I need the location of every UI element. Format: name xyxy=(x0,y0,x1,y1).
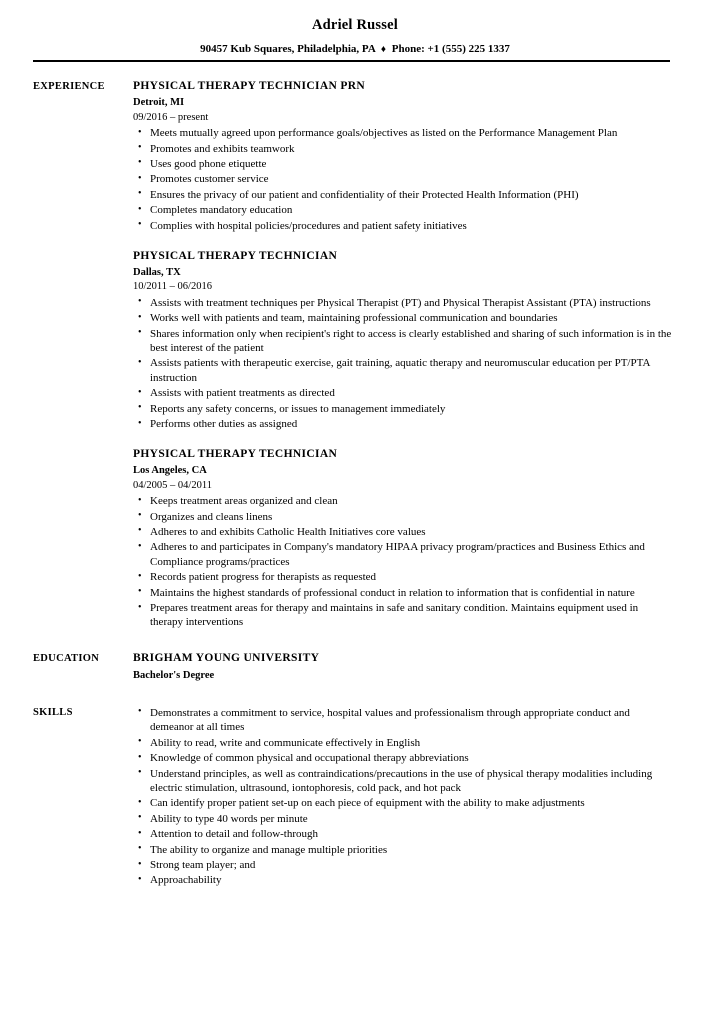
list-item: • Approachability xyxy=(133,873,672,887)
skills-list xyxy=(133,706,672,888)
education-degree: Bachelor's Degree xyxy=(133,669,215,681)
contact-phone: Phone: +1 (555) 225 1337 xyxy=(391,43,510,56)
list-item: • Ensures the privacy of our patient and confidentiality of their Protected Health Information (PHI) xyxy=(133,188,672,202)
section-label-skills: SKILLS xyxy=(33,706,73,718)
list-item: • Ability to type 40 words per minute xyxy=(133,812,672,826)
list-item: • Attention to detail and follow-through xyxy=(133,827,672,841)
experience-body xyxy=(133,79,672,629)
diamond-icon: ♦ xyxy=(380,44,387,56)
list-item: • Shares information only when recipient's right to access is clearly established and sharing of such information is in the best interest of the patient xyxy=(133,327,672,356)
job-dates: 10/2011 – 06/2016 xyxy=(133,281,212,293)
contact-line xyxy=(0,42,710,56)
job-title: PHYSICAL THERAPY TECHNICIAN xyxy=(133,250,338,263)
job-title: PHYSICAL THERAPY TECHNICIAN xyxy=(133,448,338,461)
header-divider xyxy=(33,60,670,62)
list-item: • Keeps treatment areas organized and clean xyxy=(133,494,672,508)
job-responsibility-list xyxy=(133,126,672,233)
list-item: • Adheres to and exhibits Catholic Health Initiatives core values xyxy=(133,525,672,539)
job-entry xyxy=(133,79,672,233)
list-item: • Assists with treatment techniques per Physical Therapist (PT) and Physical Therapist Assistant (PTA) instructions xyxy=(133,296,672,310)
job-entry xyxy=(133,249,672,431)
list-item: • Assists patients with therapeutic exercise, gait training, aquatic therapy and neuromuscular education per PT/PTA instruction xyxy=(133,356,672,385)
list-item: • Prepares treatment areas for therapy and maintains in safe and sanitary condition. Maintains equipment used in therapy interventions xyxy=(133,601,672,630)
list-item: • Ability to read, write and communicate effectively in English xyxy=(133,736,672,750)
skills-section xyxy=(0,705,710,888)
education-school: BRIGHAM YOUNG UNIVERSITY xyxy=(133,651,320,664)
list-item: • Maintains the highest standards of professional conduct in relation to information that is confidential in nature xyxy=(133,586,672,600)
list-item: • Meets mutually agreed upon performance goals/objectives as listed on the Performance Management Plan xyxy=(133,126,672,140)
list-item: • The ability to organize and manage multiple priorities xyxy=(133,843,672,857)
list-item: • Knowledge of common physical and occupational therapy abbreviations xyxy=(133,751,672,765)
list-item: • Performs other duties as assigned xyxy=(133,417,672,431)
list-item: • Understand principles, as well as contraindications/precautions in the use of physical therapy modalities including electric stimulation, ultrasound, iontophoresis, cold pack, and hot pack xyxy=(133,767,672,796)
list-item: • Demonstrates a commitment to service, hospital values and professionalism through appropriate conduct and demeanor at all times xyxy=(133,706,672,735)
list-item: • Records patient progress for therapists as requested xyxy=(133,570,672,584)
list-item: • Completes mandatory education xyxy=(133,203,672,217)
skills-body xyxy=(133,705,672,888)
list-item: • Works well with patients and team, maintaining professional communication and boundaries xyxy=(133,311,672,325)
job-location: Los Angeles, CA xyxy=(133,465,207,477)
job-location: Detroit, MI xyxy=(133,97,185,109)
list-item: • Reports any safety concerns, or issues to management immediately xyxy=(133,402,672,416)
list-item: • Adheres to and participates in Company's mandatory HIPAA privacy program/practices and Business Ethics and Compliance programs/practices xyxy=(133,540,672,569)
education-entry xyxy=(133,651,672,683)
list-item: • Uses good phone etiquette xyxy=(133,157,672,171)
list-item: • Can identify proper patient set-up on each piece of equipment with the ability to make adjustments xyxy=(133,796,672,810)
list-item: • Promotes customer service xyxy=(133,172,672,186)
job-responsibility-list xyxy=(133,296,672,432)
candidate-name: Adriel Russel xyxy=(312,17,398,33)
resume-header xyxy=(0,0,710,62)
list-item: • Promotes and exhibits teamwork xyxy=(133,142,672,156)
section-label-education: EDUCATION xyxy=(33,652,100,664)
experience-section xyxy=(0,79,710,629)
list-item: • Assists with patient treatments as directed xyxy=(133,386,672,400)
education-body xyxy=(133,651,672,683)
contact-address: 90457 Kub Squares, Philadelphia, PA xyxy=(200,43,376,56)
job-responsibility-list xyxy=(133,494,672,630)
job-dates: 09/2016 – present xyxy=(133,111,209,123)
job-entry xyxy=(133,447,672,629)
education-section xyxy=(0,651,710,683)
job-dates: 04/2005 – 04/2011 xyxy=(133,479,212,491)
list-item: • Strong team player; and xyxy=(133,858,672,872)
list-item: • Complies with hospital policies/procedures and patient safety initiatives xyxy=(133,219,672,233)
job-location: Dallas, TX xyxy=(133,266,181,278)
job-title: PHYSICAL THERAPY TECHNICIAN PRN xyxy=(133,80,366,93)
list-item: • Organizes and cleans linens xyxy=(133,510,672,524)
section-label-experience: EXPERIENCE xyxy=(33,81,105,93)
